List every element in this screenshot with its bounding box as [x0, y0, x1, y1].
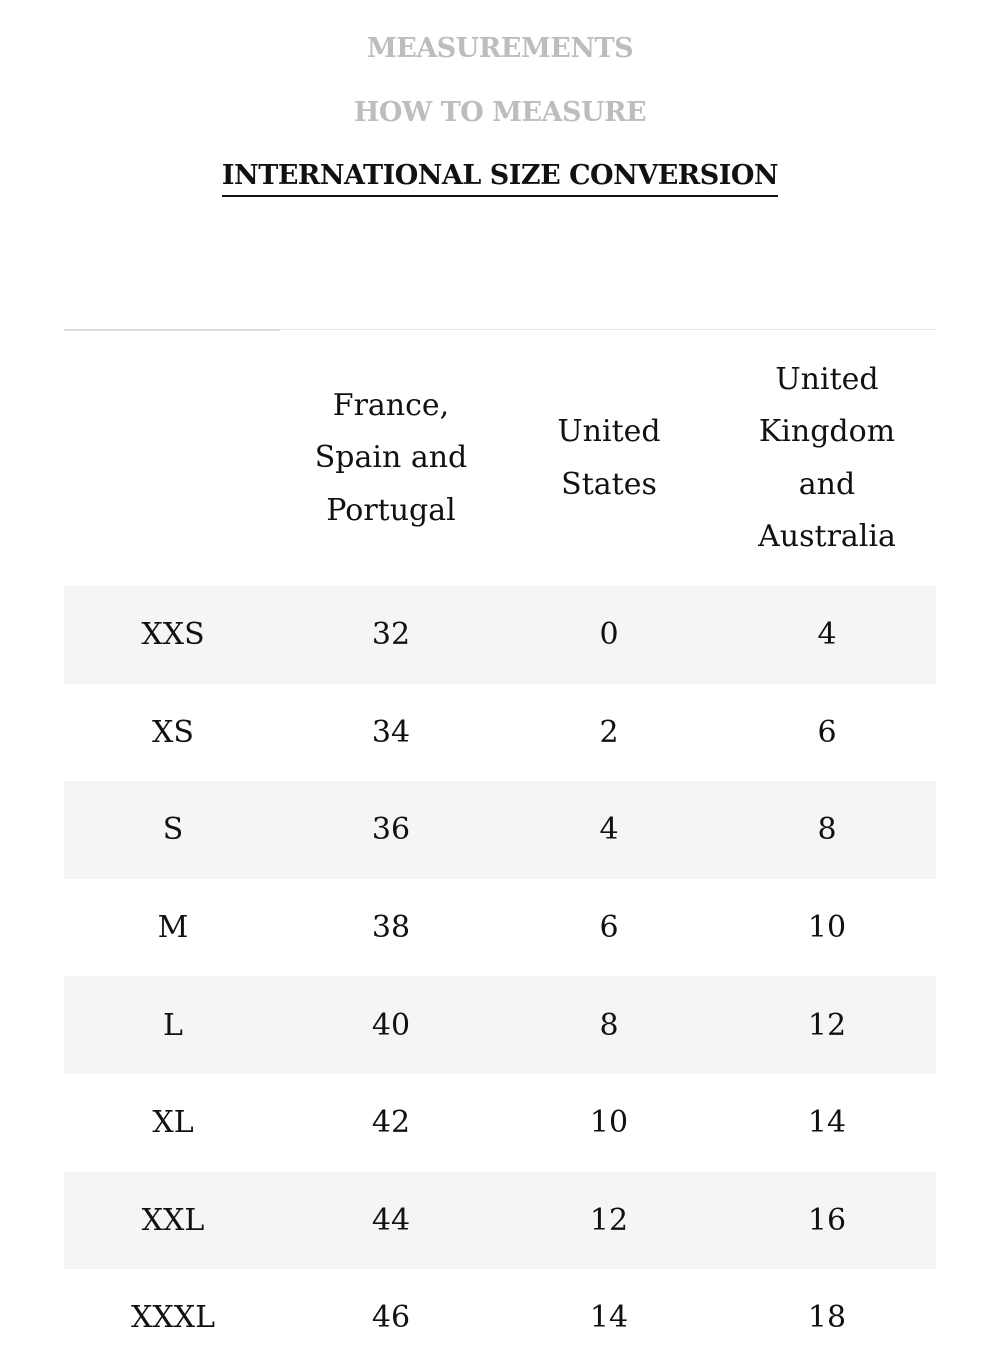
table-row [64, 1172, 936, 1270]
header-size [64, 331, 282, 586]
tab-how-to-measure-label: HOW TO MEASURE [353, 97, 647, 128]
cell-uk: 18 [807, 1300, 847, 1336]
header-france-spain-portugal: France, Spain and Portugal [314, 387, 468, 528]
cell-us: 4 [599, 812, 619, 848]
table-row [64, 879, 936, 977]
cell-eu: 46 [371, 1300, 411, 1336]
cell-us: 12 [589, 1202, 629, 1238]
cell-eu: 38 [371, 910, 411, 946]
cell-eu: 40 [371, 1007, 411, 1043]
table-row [64, 1074, 936, 1172]
cell-uk: 10 [807, 910, 847, 946]
header-united-states: United States [557, 414, 661, 502]
cell-uk: 8 [817, 812, 837, 848]
cell-eu: 36 [371, 812, 411, 848]
cell-uk: 12 [807, 1007, 847, 1043]
cell-us: 8 [599, 1007, 619, 1043]
cell-size: XXS [141, 617, 205, 653]
cell-uk: 4 [817, 617, 837, 653]
cell-size: L [163, 1007, 183, 1043]
tab-how-to-measure[interactable] [0, 96, 1000, 132]
table-row [64, 976, 936, 1074]
table-row [64, 1269, 936, 1367]
cell-us: 6 [599, 910, 619, 946]
cell-size: XXL [141, 1202, 205, 1238]
tab-measurements-label: MEASUREMENTS [366, 33, 634, 64]
cell-uk: 6 [817, 714, 837, 750]
header-united-kingdom-australia: United Kingdom and Australia [758, 361, 896, 554]
table-row [64, 781, 936, 879]
size-conversion-table [64, 331, 936, 1367]
cell-size: XS [152, 714, 194, 750]
table-row [64, 684, 936, 782]
cell-us: 14 [589, 1300, 629, 1336]
cell-size: XXXL [131, 1300, 215, 1336]
cell-uk: 14 [807, 1105, 847, 1141]
cell-size: M [157, 910, 189, 946]
cell-size: XL [152, 1105, 194, 1141]
cell-size: S [162, 812, 184, 848]
cell-us: 2 [599, 714, 619, 750]
tab-measurements[interactable] [0, 32, 1000, 68]
cell-eu: 34 [371, 714, 411, 750]
table-header-row [64, 331, 936, 586]
cell-eu: 44 [371, 1202, 411, 1238]
cell-eu: 42 [371, 1105, 411, 1141]
table-row [64, 586, 936, 684]
cell-uk: 16 [807, 1202, 847, 1238]
cell-us: 10 [589, 1105, 629, 1141]
tab-international-size-conversion[interactable] [0, 159, 1000, 197]
cell-eu: 32 [371, 617, 411, 653]
table-top-divider [64, 329, 936, 330]
cell-us: 0 [599, 617, 619, 653]
tab-international-size-conversion-label: INTERNATIONAL SIZE CONVERSION [222, 159, 778, 197]
